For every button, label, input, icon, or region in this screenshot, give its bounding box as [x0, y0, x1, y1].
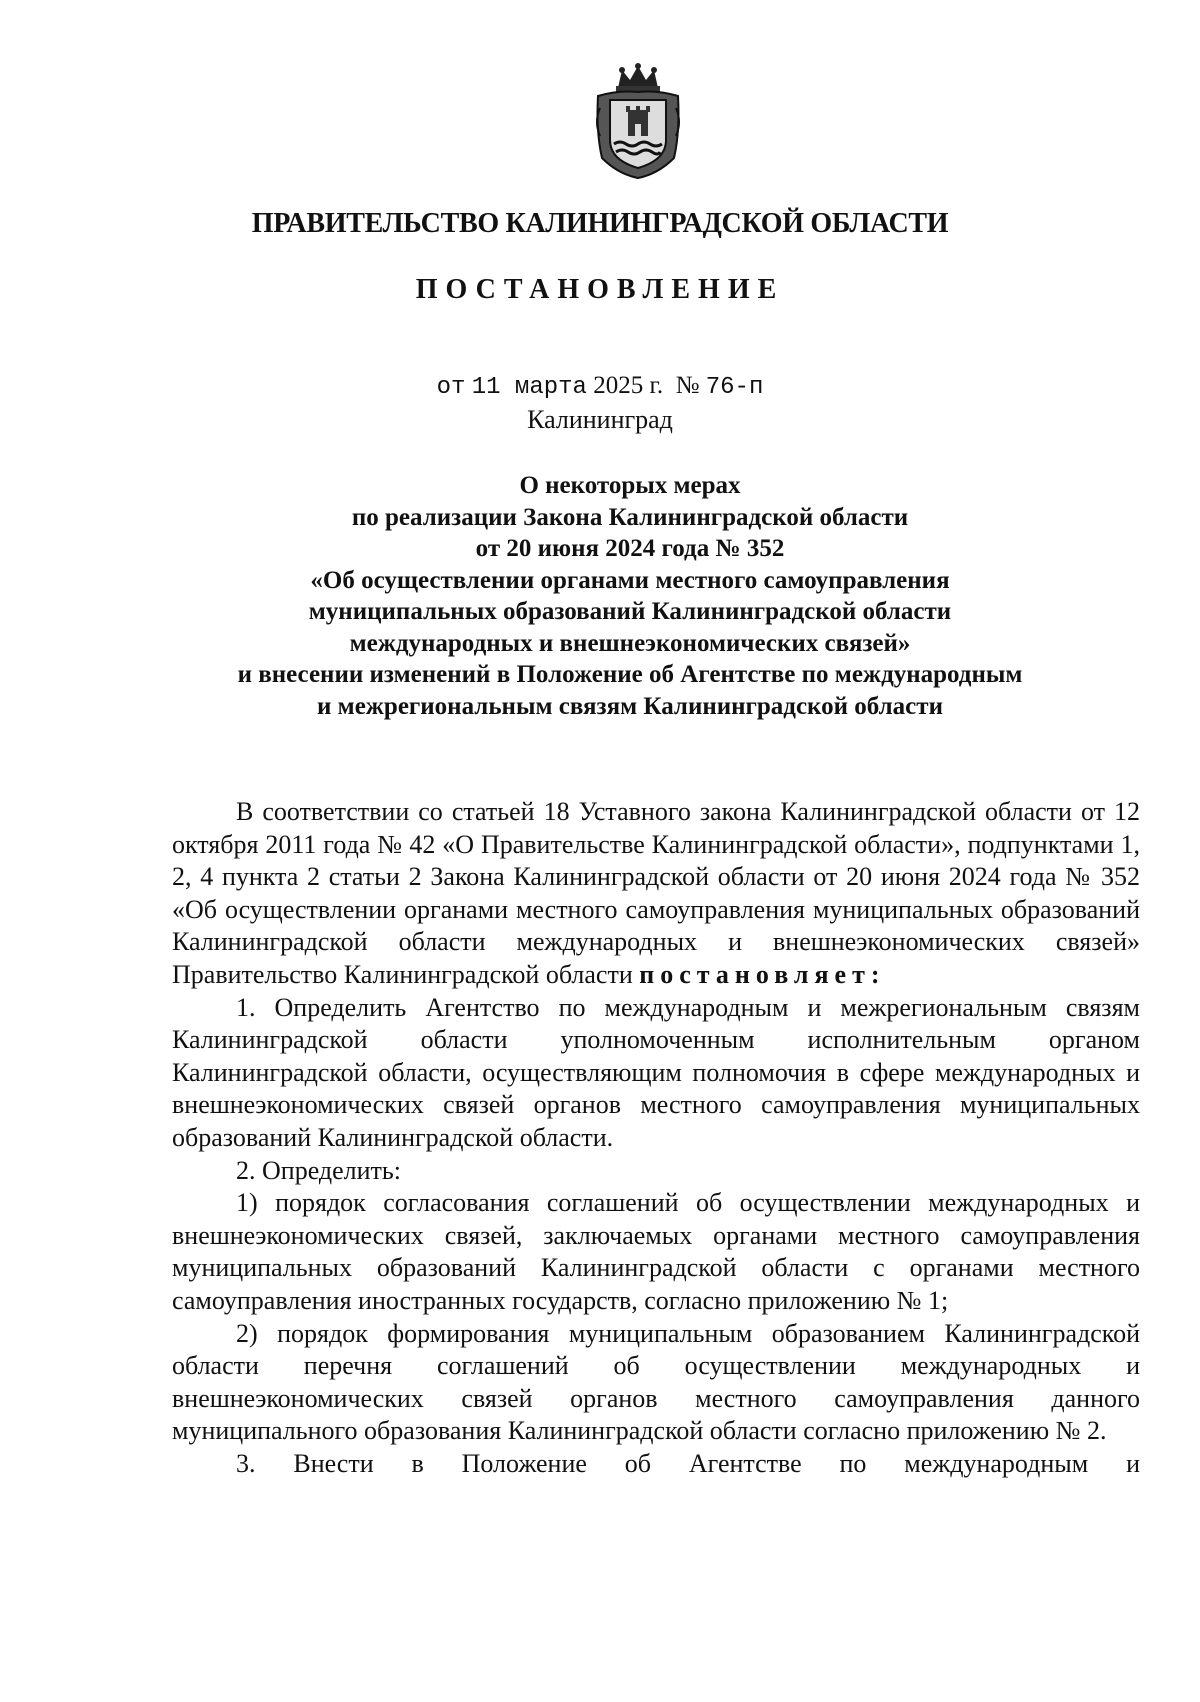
subject-line: от 20 июня 2024 года № 352	[475, 535, 785, 562]
subject-line: международных и внешнеэкономических связей»	[349, 629, 911, 657]
item-1-paragraph: 1. Определить Агентство по международным и межрегиональным связям Калининградской области уполномоченным исполнительным органом Калининградской области, осуществляющим полномочия в сфере международных и внешнеэкономических связей органов местного самоуправления муниципальных образований Калининградской области.	[172, 992, 1140, 1152]
item-2-1-paragraph: 1) порядок согласования соглашений об осуществлении международных и внешнеэкономических связей, заключаемых органами местного самоуправления муниципальных образований Калининградской области с органами местного самоуправления иностранных государств, согласно приложению № 1;	[172, 1188, 1140, 1315]
preamble-paragraph	[172, 796, 1140, 992]
number-sign: №	[675, 372, 700, 399]
subject-line: муниципальных образований Калининградской области	[308, 598, 952, 625]
document-city: Калининград	[527, 405, 673, 434]
date-value: 11 марта	[471, 374, 587, 401]
document-subject	[160, 470, 1100, 722]
item-3-paragraph: 3. Внести в Положение об Агентстве по международным и	[236, 1448, 1140, 1478]
date-year: 2025 г.	[593, 372, 664, 399]
item-2-2-paragraph: 2) порядок формирования муниципальным образованием Калининградской области перечня соглашений об осуществлении международных и внешнеэкономических связей органов местного самоуправления данного муниципального образования Калининградской области согласно приложению № 2.	[172, 1318, 1140, 1446]
subject-line: «Об осуществлении органами местного самоуправления	[310, 566, 950, 594]
coat-of-arms-icon	[588, 62, 688, 180]
document-type: ПОСТАНОВЛЕНИЕ	[415, 274, 785, 305]
preamble-text: В соответствии со статьей 18 Уставного закона Калининградской области от 12 октября 2011 года № 42 «О Правительстве Калининградской области», подпунктами 1, 2, 4 пункта 2 статьи 2 Закона Калининградской области от 20 июня 2024 года № 352 «Об осуществлении органами местного самоуправления муниципальных образований Калининградской области международных и внешнеэкономических связей» Правительство Калининградской области	[172, 797, 1140, 989]
resolves-word: постановляет:	[639, 959, 886, 989]
document-number: 76-п	[705, 374, 764, 401]
subject-line: по реализации Закона Калининградской области	[351, 503, 909, 531]
item-2-paragraph: 2. Определить:	[236, 1155, 401, 1185]
document-date-line	[0, 372, 1200, 401]
subject-line: и межрегиональным связям Калининградской области	[317, 692, 943, 720]
government-title: ПРАВИТЕЛЬСТВО КАЛИНИНГРАДСКОЙ ОБЛАСТИ	[251, 208, 949, 239]
subject-line: и внесении изменений в Положение об Агентстве по международным	[237, 661, 1023, 688]
subject-line: О некоторых мерах	[519, 472, 741, 499]
date-prefix: от	[436, 374, 466, 401]
document-body	[172, 796, 1140, 1480]
